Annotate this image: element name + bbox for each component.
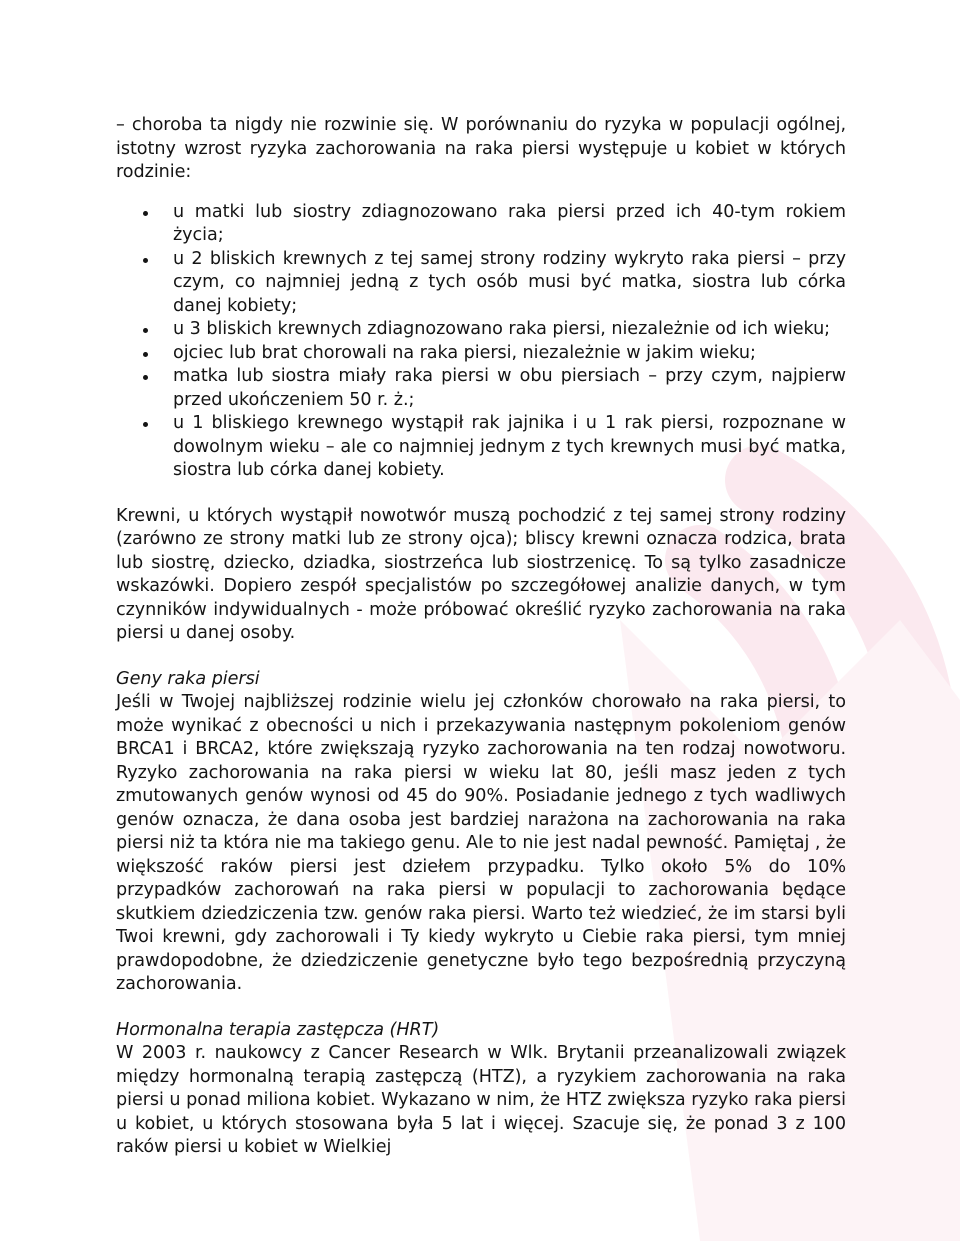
intro-paragraph: – choroba ta nigdy nie rozwinie się. W porównaniu do ryzyka w populacji ogólnej, istotny wzrost ryzyka zachorowania na raka piersi występuje u kobiet w których rodzinie: [116,115,846,182]
list-item: ojciec lub brat chorowali na raka piersi, niezależnie w jakim wieku; [116,342,846,366]
genes-heading: Geny raka piersi [116,668,260,689]
list-item: u 3 bliskich krewnych zdiagnozowano raka piersi, niezależnie od ich wieku; [116,318,846,342]
hrt-heading: Hormonalna terapia zastępcza (HRT) [116,1019,440,1040]
risk-factor-list [116,201,846,483]
hrt-paragraph: W 2003 r. naukowcy z Cancer Research w Wlk. Brytanii przeanalizowali związek między hormonalną terapią zastępczą (HTZ), a ryzykiem zachorowania na raka piersi u ponad miliona kobiet. Wykazano w nim, że HTZ zwiększa ryzyko raka piersi u kobiet, u których stosowana była 5 lat i więcej. Szacuje się, że ponad 3 z 100 raków piersi u kobiet w Wielkiej [116,1043,846,1157]
list-item: matka lub siostra miały raka piersi w obu piersiach – przy czym, najpierw przed ukończeniem 50 r. ż.; [116,365,846,412]
relatives-paragraph: Krewni, u których wystąpił nowotwór muszą pochodzić z tej samej strony rodziny (zarówno ze strony matki lub ze strony ojca); bliscy krewni oznacza rodzica, brata lub siostrę, dziecko, dziadka, siostrzeńca lub siostrzenicę. To są tylko zasadnicze wskazówki. Dopiero zespół specjalistów po szczegółowej analizie danych, w tym czynników indywidualnych - może próbować określić ryzyko zachorowania na raka piersi u danej osoby. [116,505,846,643]
genes-paragraph: Jeśli w Twojej najbliższej rodzinie wielu jej członków chorowało na raka piersi, to może wynikać z obecności u nich i przekazywania następnym pokoleniom genów BRCA1 i BRCA2, które zwiększają ryzyko zachorowania na ten rodzaj nowotworu. Ryzyko zachorowania na raka piersi w wieku lat 80, jeśli masz jeden z tych zmutowanych genów wynosi od 45 do 90%. Posiadanie jednego z tych wadliwych genów oznacza, że dana osoba jest bardziej narażona na zachorowania na raka piersi niż ta która nie ma takiego genu. Ale to nie jest nadal pewność. Pamiętaj , że większość raków piersi jest dziełem przypadku. Tylko około 5% do 10% przypadków zachorowań na raka piersi w populacji to zachorowania będące skutkiem dziedziczenia tzw. genów raka piersi. Warto też wiedzieć, że im starsi byli Twoi krewni, gdy zachorowali i Ty kiedy wykryto u Ciebie raka piersi, tym mniej prawdopodobne, że dziedziczenie genetyczne było tego bezpośrednią przyczyną zachorowania. [116,692,846,994]
list-item: u 2 bliskich krewnych z tej samej strony rodziny wykryto raka piersi – przy czym, co najmniej jedną z tych osób musi być matka, siostra lub córka danej kobiety; [116,248,846,319]
list-item: u matki lub siostry zdiagnozowano raka piersi przed ich 40-tym rokiem życia; [116,201,846,248]
document-page [116,114,846,1160]
list-item: u 1 bliskiego krewnego wystąpił rak jajnika i u 1 rak piersi, rozpoznane w dowolnym wieku – ale co najmniej jednym z tych krewnych musi być matka, siostra lub córka danej kobiety. [116,412,846,483]
